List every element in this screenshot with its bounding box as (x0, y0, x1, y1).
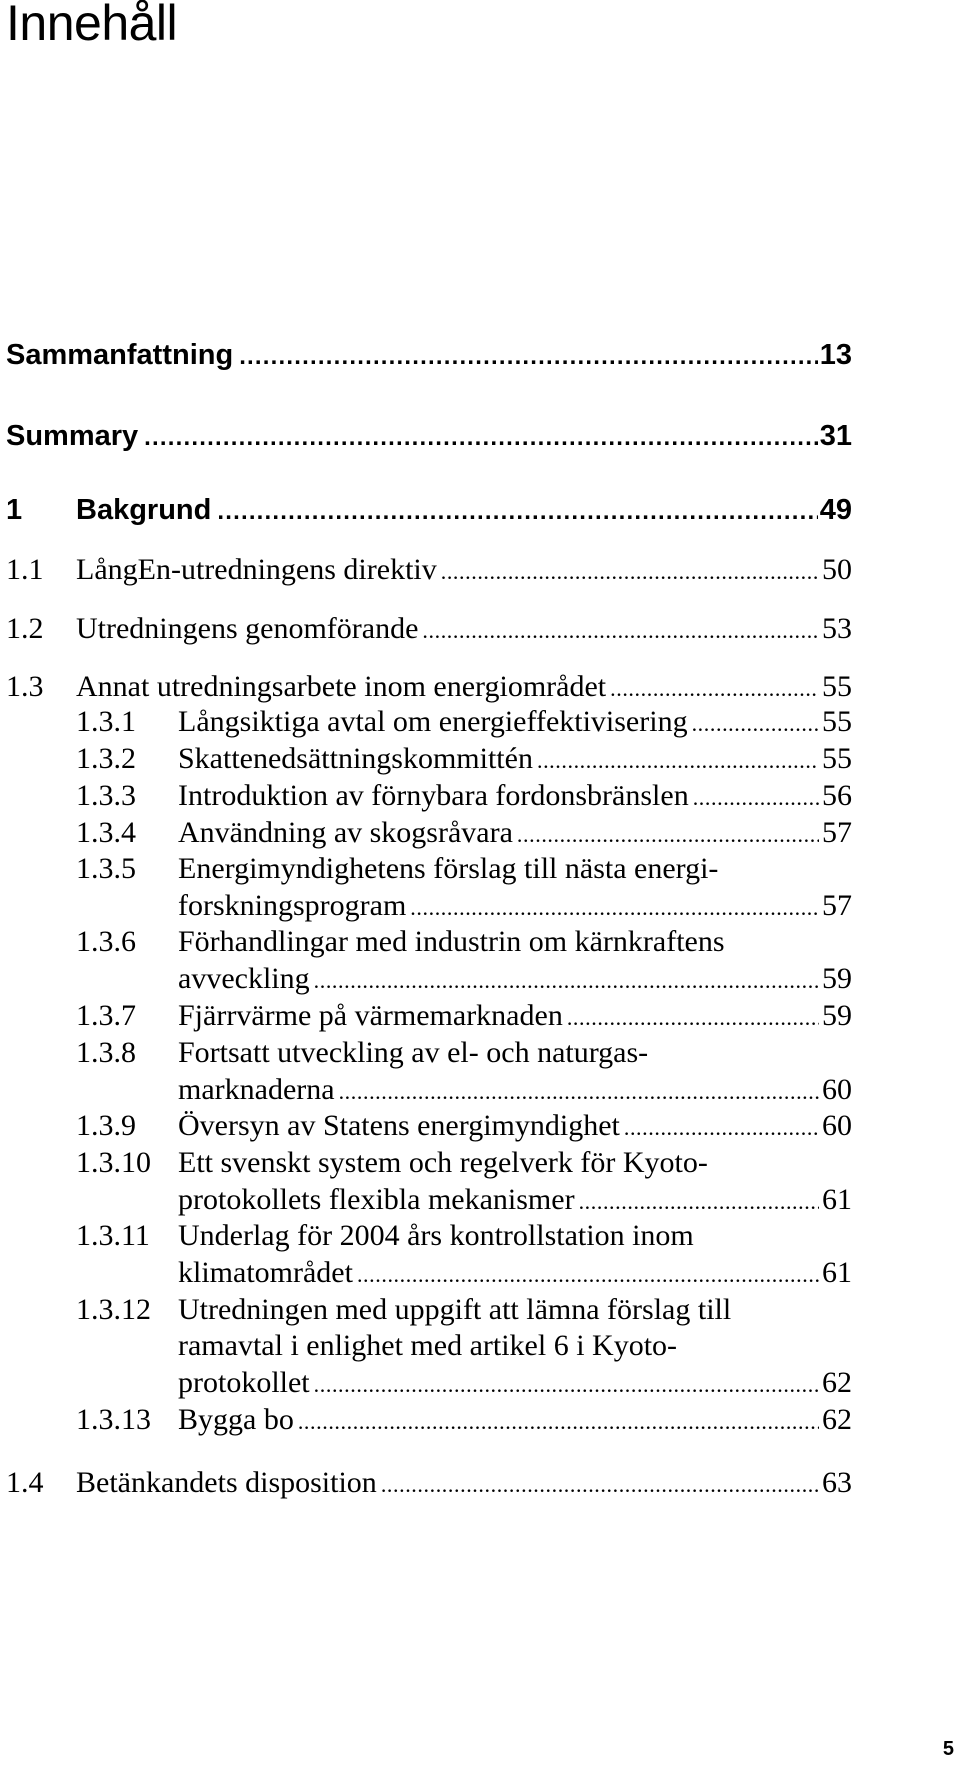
toc-number: 1.2 (6, 612, 44, 645)
toc-title-line: Utredningen med uppgift att lämna förslag till (178, 1293, 732, 1326)
toc-page: 50 (822, 553, 852, 586)
toc-title: Bygga bo (178, 1403, 294, 1436)
toc-number: 1.3.13 (76, 1403, 151, 1436)
toc-title: forskningsprogram (178, 889, 407, 922)
toc-page: 13 (819, 339, 852, 371)
toc-title: avveckling (178, 962, 310, 995)
toc-title-line: Fortsatt utveckling av el- och naturgas- (178, 1036, 649, 1069)
toc-page: 57 (822, 816, 852, 849)
toc-title: Fjärrvärme på värmemarknaden (178, 999, 563, 1032)
toc-leader (381, 1472, 819, 1498)
toc-page: 60 (822, 1073, 852, 1106)
toc-title: protokollet (178, 1366, 310, 1399)
toc-leader (692, 711, 819, 737)
toc-title: protokollets flexibla mekanismer (178, 1183, 575, 1216)
toc-number: 1.3.9 (76, 1109, 136, 1142)
toc-title: Användning av skogsråvara (178, 816, 513, 849)
toc-number: 1.3.12 (76, 1293, 151, 1326)
toc-title-line: Ett svenskt system och regelverk för Kyoto- (178, 1146, 708, 1179)
toc-title: marknaderna (178, 1073, 335, 1106)
toc-title: LångEn-utredningens direktiv (76, 553, 437, 586)
toc-leader (610, 676, 819, 702)
toc-leader (422, 618, 819, 644)
toc-title: Betänkandets disposition (76, 1466, 377, 1499)
toc-page: 55 (822, 705, 852, 738)
toc-title: Summary (6, 420, 139, 452)
toc-page: 59 (822, 962, 852, 995)
toc-number: 1.4 (6, 1466, 44, 1499)
toc-leader (441, 559, 819, 585)
toc-page: 55 (822, 742, 852, 775)
toc-leader (567, 1005, 819, 1031)
toc-title: Bakgrund (76, 494, 212, 526)
toc-leader (517, 822, 819, 848)
toc-leader (537, 748, 819, 774)
toc-leader (144, 424, 818, 452)
toc-title-line: ramavtal i enlighet med artikel 6 i Kyoto- (178, 1329, 678, 1362)
toc-title: Introduktion av förnybara fordonsbränslen (178, 779, 689, 812)
toc-page: 49 (819, 494, 852, 526)
toc-number: 1.3.3 (76, 779, 136, 812)
toc-page: 62 (822, 1366, 852, 1399)
toc-title: Översyn av Statens energimyndighet (178, 1109, 620, 1142)
toc-leader (357, 1262, 819, 1288)
toc-title: Långsiktiga avtal om energieffektivisering (178, 705, 688, 738)
toc-title: Utredningens genomförande (76, 612, 419, 645)
toc-number: 1 (6, 494, 23, 526)
toc-leader (410, 895, 819, 921)
toc-page: 55 (822, 670, 852, 703)
toc-title-line: Underlag för 2004 års kontrollstation inom (178, 1219, 694, 1252)
toc-page: 62 (822, 1403, 852, 1436)
toc-leader (239, 343, 818, 371)
toc-page: 63 (822, 1466, 852, 1499)
toc-number: 1.3.5 (76, 852, 136, 885)
toc-title-line: Energimyndighetens förslag till nästa energi- (178, 852, 719, 885)
toc-number: 1.3.11 (76, 1219, 150, 1252)
toc-leader (314, 968, 819, 994)
toc-leader (217, 498, 817, 526)
toc-number: 1.3.10 (76, 1146, 151, 1179)
toc-title: klimatområdet (178, 1256, 353, 1289)
toc-number: 1.3.4 (76, 816, 136, 849)
toc-number: 1.3.6 (76, 925, 136, 958)
page-heading: Innehåll (6, 0, 178, 51)
toc-page: 60 (822, 1109, 852, 1142)
toc-leader (693, 785, 819, 811)
toc-leader (579, 1189, 819, 1215)
toc-leader (339, 1079, 819, 1105)
toc-page: 31 (819, 420, 852, 452)
toc-number: 1.3 (6, 670, 44, 703)
toc-title: Skattenedsättningskommittén (178, 742, 533, 775)
toc-page: 59 (822, 999, 852, 1032)
toc-title-line: Förhandlingar med industrin om kärnkraftens (178, 925, 725, 958)
toc-leader (298, 1409, 819, 1435)
toc-leader (314, 1372, 819, 1398)
toc-page: 61 (822, 1183, 852, 1216)
toc-number: 1.3.8 (76, 1036, 136, 1069)
toc-number: 1.3.2 (76, 742, 136, 775)
toc-number: 1.3.1 (76, 705, 136, 738)
toc-page: 61 (822, 1256, 852, 1289)
toc-page: 57 (822, 889, 852, 922)
toc-title: Sammanfattning (6, 339, 234, 371)
page-number: 5 (942, 1738, 954, 1760)
toc-title: Annat utredningsarbete inom energiområdet (76, 670, 607, 703)
toc-number: 1.1 (6, 553, 44, 586)
toc-page: 56 (822, 779, 852, 812)
toc-page: 53 (822, 612, 852, 645)
toc-number: 1.3.7 (76, 999, 136, 1032)
toc-leader (624, 1115, 819, 1141)
